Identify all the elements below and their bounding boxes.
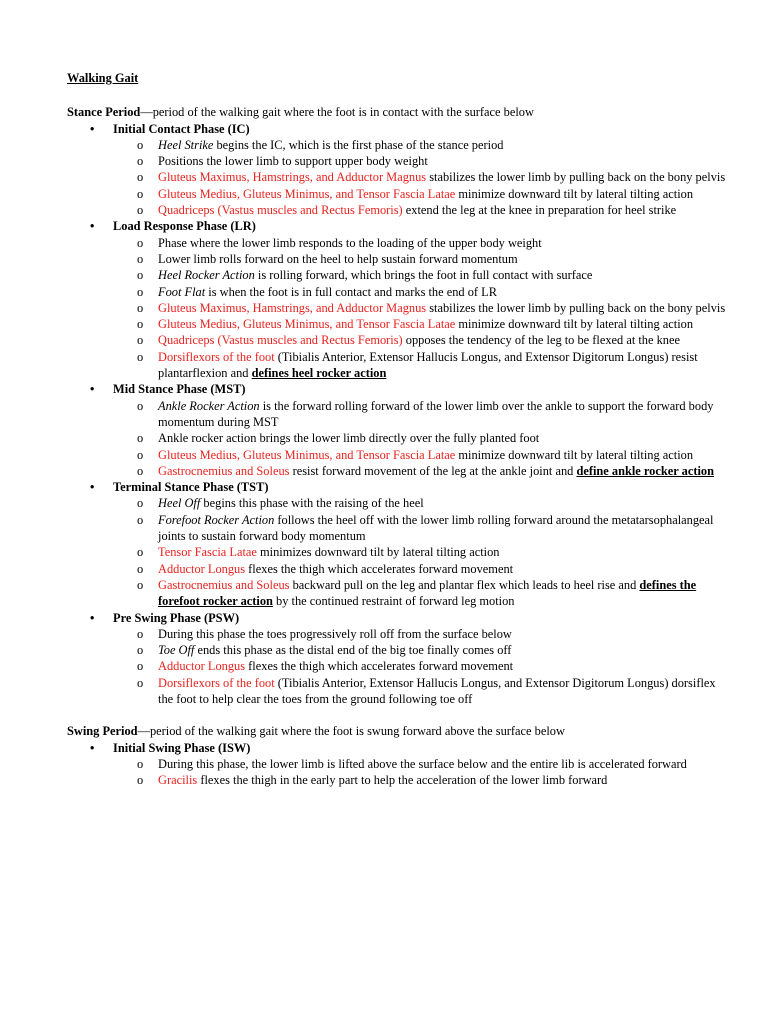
text-segment: minimize downward tilt by lateral tilting action — [455, 447, 694, 462]
muscle-term: Tensor Fascia Latae — [158, 545, 257, 560]
sub-bullet-marker: o — [137, 447, 144, 462]
sub-bullet-marker: o — [137, 773, 144, 788]
sub-bullet-marker: o — [137, 512, 144, 527]
list-item — [67, 169, 728, 185]
sub-bullet-marker: o — [137, 203, 144, 218]
text-segment: stabilizes the lower limb by pulling back on the bony pelvis — [426, 170, 726, 185]
list-item — [67, 235, 728, 251]
muscle-term: Quadriceps (Vastus muscles and Rectus Femoris) — [158, 203, 403, 218]
phase-title: Pre Swing Phase (PSW) — [113, 610, 240, 625]
sub-bullet-marker: o — [137, 268, 144, 283]
phase-title: Initial Swing Phase (ISW) — [113, 740, 251, 755]
phase-heading — [67, 479, 728, 495]
sub-bullet-marker: o — [137, 643, 144, 658]
text-segment: is when the foot is in full contact and marks the end of LR — [205, 284, 497, 299]
phase-heading — [67, 610, 728, 626]
sub-bullet-marker: o — [137, 284, 144, 299]
sub-bullet-marker: o — [137, 659, 144, 674]
list-item — [67, 642, 728, 658]
sub-bullet-marker: o — [137, 333, 144, 348]
sub-bullet-marker: o — [137, 235, 144, 250]
text-segment: begins the IC, which is the first phase of the stance period — [213, 137, 504, 152]
phase-title: Load Response Phase (LR) — [113, 219, 256, 234]
sub-bullet-marker: o — [137, 756, 144, 771]
bullet-marker: • — [90, 382, 95, 397]
bullet-marker: • — [90, 121, 95, 136]
text-segment: extend the leg at the knee in preparation for heel strike — [402, 203, 677, 218]
list-item — [67, 398, 728, 431]
muscle-term: Gluteus Medius, Gluteus Minimus, and Tensor Fascia Latae — [158, 317, 456, 332]
phase-heading — [67, 381, 728, 397]
phase-heading — [67, 740, 728, 756]
italic-term: Toe Off — [158, 643, 195, 658]
phase-item-list — [67, 235, 728, 382]
sub-bullet-marker: o — [137, 137, 144, 152]
period-heading — [67, 104, 728, 120]
list-item — [67, 349, 728, 382]
italic-term: Heel Strike — [158, 137, 214, 152]
list-item — [67, 430, 728, 446]
list-item — [67, 137, 728, 153]
bullet-marker: • — [90, 480, 95, 495]
italic-term: Heel Rocker Action — [158, 268, 255, 283]
document-title: Walking Gait — [67, 71, 139, 85]
sub-bullet-marker: o — [137, 398, 144, 413]
phase-item-list — [67, 398, 728, 479]
italic-term: Heel Off — [158, 496, 201, 511]
muscle-term: Adductor Longus — [158, 561, 246, 576]
text-segment: (Tibialis Anterior, Extensor Hallucis Longus, and Extensor Digitorum Longus) dorsiflex the foot to help clear the toes from the ground following toe off — [158, 675, 716, 706]
list-item — [67, 267, 728, 283]
list-item — [67, 300, 728, 316]
sub-bullet-marker: o — [137, 186, 144, 201]
text-segment: resist forward movement of the leg at the ankle joint and — [289, 463, 577, 478]
muscle-term: Adductor Longus — [158, 659, 246, 674]
muscle-term: Dorsiflexors of the foot — [158, 349, 275, 364]
sub-bullet-marker: o — [137, 463, 144, 478]
sub-bullet-marker: o — [137, 170, 144, 185]
text-segment: flexes the thigh which accelerates forward movement — [245, 561, 514, 576]
text-segment: Ankle rocker action brings the lower limb directly over the fully planted foot — [158, 431, 540, 446]
text-segment: During this phase the toes progressively roll off from the surface below — [158, 626, 512, 641]
sub-bullet-marker: o — [137, 545, 144, 560]
list-item — [67, 447, 728, 463]
phase-title: Initial Contact Phase (IC) — [113, 121, 250, 136]
list-item — [67, 202, 728, 218]
text-segment: opposes the tendency of the leg to be flexed at the knee — [402, 333, 680, 348]
list-item — [67, 251, 728, 267]
period-label: Stance Period — [67, 105, 141, 120]
text-segment: flexes the thigh which accelerates forward movement — [245, 659, 514, 674]
list-item — [67, 626, 728, 642]
list-item — [67, 463, 728, 479]
phase-item-list — [67, 626, 728, 707]
sub-bullet-marker: o — [137, 300, 144, 315]
bullet-marker: • — [90, 219, 95, 234]
italic-term: Ankle Rocker Action — [158, 398, 260, 413]
text-segment: (Tibialis Anterior, Extensor Hallucis Longus, and Extensor Digitorum Longus) resist plantarflexion and — [158, 349, 698, 381]
list-item — [67, 153, 728, 169]
phase-title: Terminal Stance Phase (TST) — [113, 480, 269, 495]
list-item — [67, 512, 728, 545]
sub-bullet-marker: o — [137, 496, 144, 511]
period-label: Swing Period — [67, 724, 138, 739]
key-definition: defines heel rocker action — [251, 366, 387, 381]
muscle-term: Gracilis — [158, 773, 198, 788]
muscle-term: Gastrocnemius and Soleus — [158, 577, 290, 592]
text-segment: is the forward rolling forward of the lower limb over the ankle to support the forward body momentum during MST — [158, 398, 714, 429]
sub-bullet-marker: o — [137, 154, 144, 169]
key-definition: define ankle rocker action — [576, 463, 714, 478]
period-heading — [67, 723, 728, 739]
sub-bullet-marker: o — [137, 626, 144, 641]
text-segment: minimizes downward tilt by lateral tilting action — [256, 545, 500, 560]
phase-item-list — [67, 756, 728, 789]
key-definition: defines the forefoot rocker action — [158, 577, 697, 609]
text-segment: Positions the lower limb to support upper body weight — [158, 154, 428, 169]
text-segment: flexes the thigh in the early part to help the acceleration of the lower limb forward — [197, 773, 608, 788]
list-item — [67, 658, 728, 674]
muscle-term: Dorsiflexors of the foot — [158, 675, 275, 690]
list-item — [67, 577, 728, 610]
sub-bullet-marker: o — [137, 349, 144, 364]
list-item — [67, 316, 728, 332]
text-segment: minimize downward tilt by lateral tilting action — [455, 186, 694, 201]
text-segment: During this phase, the lower limb is lifted above the surface below and the entire lib is accelerated forward — [158, 756, 687, 771]
text-segment: by the continued restraint of forward leg motion — [272, 594, 515, 609]
bullet-marker: • — [90, 610, 95, 625]
sub-bullet-marker: o — [137, 577, 144, 592]
period-description: —period of the walking gait where the foot is in contact with the surface below — [140, 105, 534, 120]
list-item — [67, 495, 728, 511]
sub-bullet-marker: o — [137, 317, 144, 332]
period-description: —period of the walking gait where the foot is swung forward above the surface below — [137, 724, 565, 739]
phase-item-list — [67, 137, 728, 218]
list-item — [67, 561, 728, 577]
sub-bullet-marker: o — [137, 431, 144, 446]
text-segment: begins this phase with the raising of the heel — [200, 496, 424, 511]
list-item — [67, 544, 728, 560]
sub-bullet-marker: o — [137, 675, 144, 690]
list-item — [67, 756, 728, 772]
phase-heading — [67, 121, 728, 137]
text-segment: follows the heel off with the lower limb rolling forward around the metatarsophalangeal joints to sustain forward body momentum — [158, 512, 714, 544]
muscle-term: Gluteus Maximus, Hamstrings, and Adductor Magnus — [158, 170, 427, 185]
phase-heading — [67, 218, 728, 234]
text-segment: Lower limb rolls forward on the heel to help sustain forward momentum — [158, 251, 518, 266]
italic-term: Forefoot Rocker Action — [158, 512, 275, 527]
muscle-term: Quadriceps (Vastus muscles and Rectus Femoris) — [158, 333, 403, 348]
muscle-term: Gastrocnemius and Soleus — [158, 463, 290, 478]
text-segment: Phase where the lower limb responds to the loading of the upper body weight — [158, 235, 542, 250]
text-segment: ends this phase as the distal end of the big toe finally comes off — [194, 643, 512, 658]
bullet-marker: • — [90, 740, 95, 755]
document-body — [67, 104, 728, 788]
text-segment: is rolling forward, which brings the foot in full contact with surface — [254, 268, 593, 283]
phase-title: Mid Stance Phase (MST) — [113, 382, 246, 397]
text-segment: backward pull on the leg and plantar flex which leads to heel rise and — [289, 577, 640, 592]
text-segment: stabilizes the lower limb by pulling back on the bony pelvis — [426, 300, 726, 315]
phase-item-list — [67, 495, 728, 609]
muscle-term: Gluteus Medius, Gluteus Minimus, and Tensor Fascia Latae — [158, 447, 456, 462]
italic-term: Foot Flat — [158, 284, 206, 299]
list-item — [67, 284, 728, 300]
list-item — [67, 186, 728, 202]
list-item — [67, 332, 728, 348]
sub-bullet-marker: o — [137, 561, 144, 576]
list-item — [67, 675, 728, 708]
text-segment: minimize downward tilt by lateral tilting action — [455, 317, 694, 332]
muscle-term: Gluteus Maximus, Hamstrings, and Adductor Magnus — [158, 300, 427, 315]
list-item — [67, 772, 728, 788]
muscle-term: Gluteus Medius, Gluteus Minimus, and Tensor Fascia Latae — [158, 186, 456, 201]
sub-bullet-marker: o — [137, 251, 144, 266]
